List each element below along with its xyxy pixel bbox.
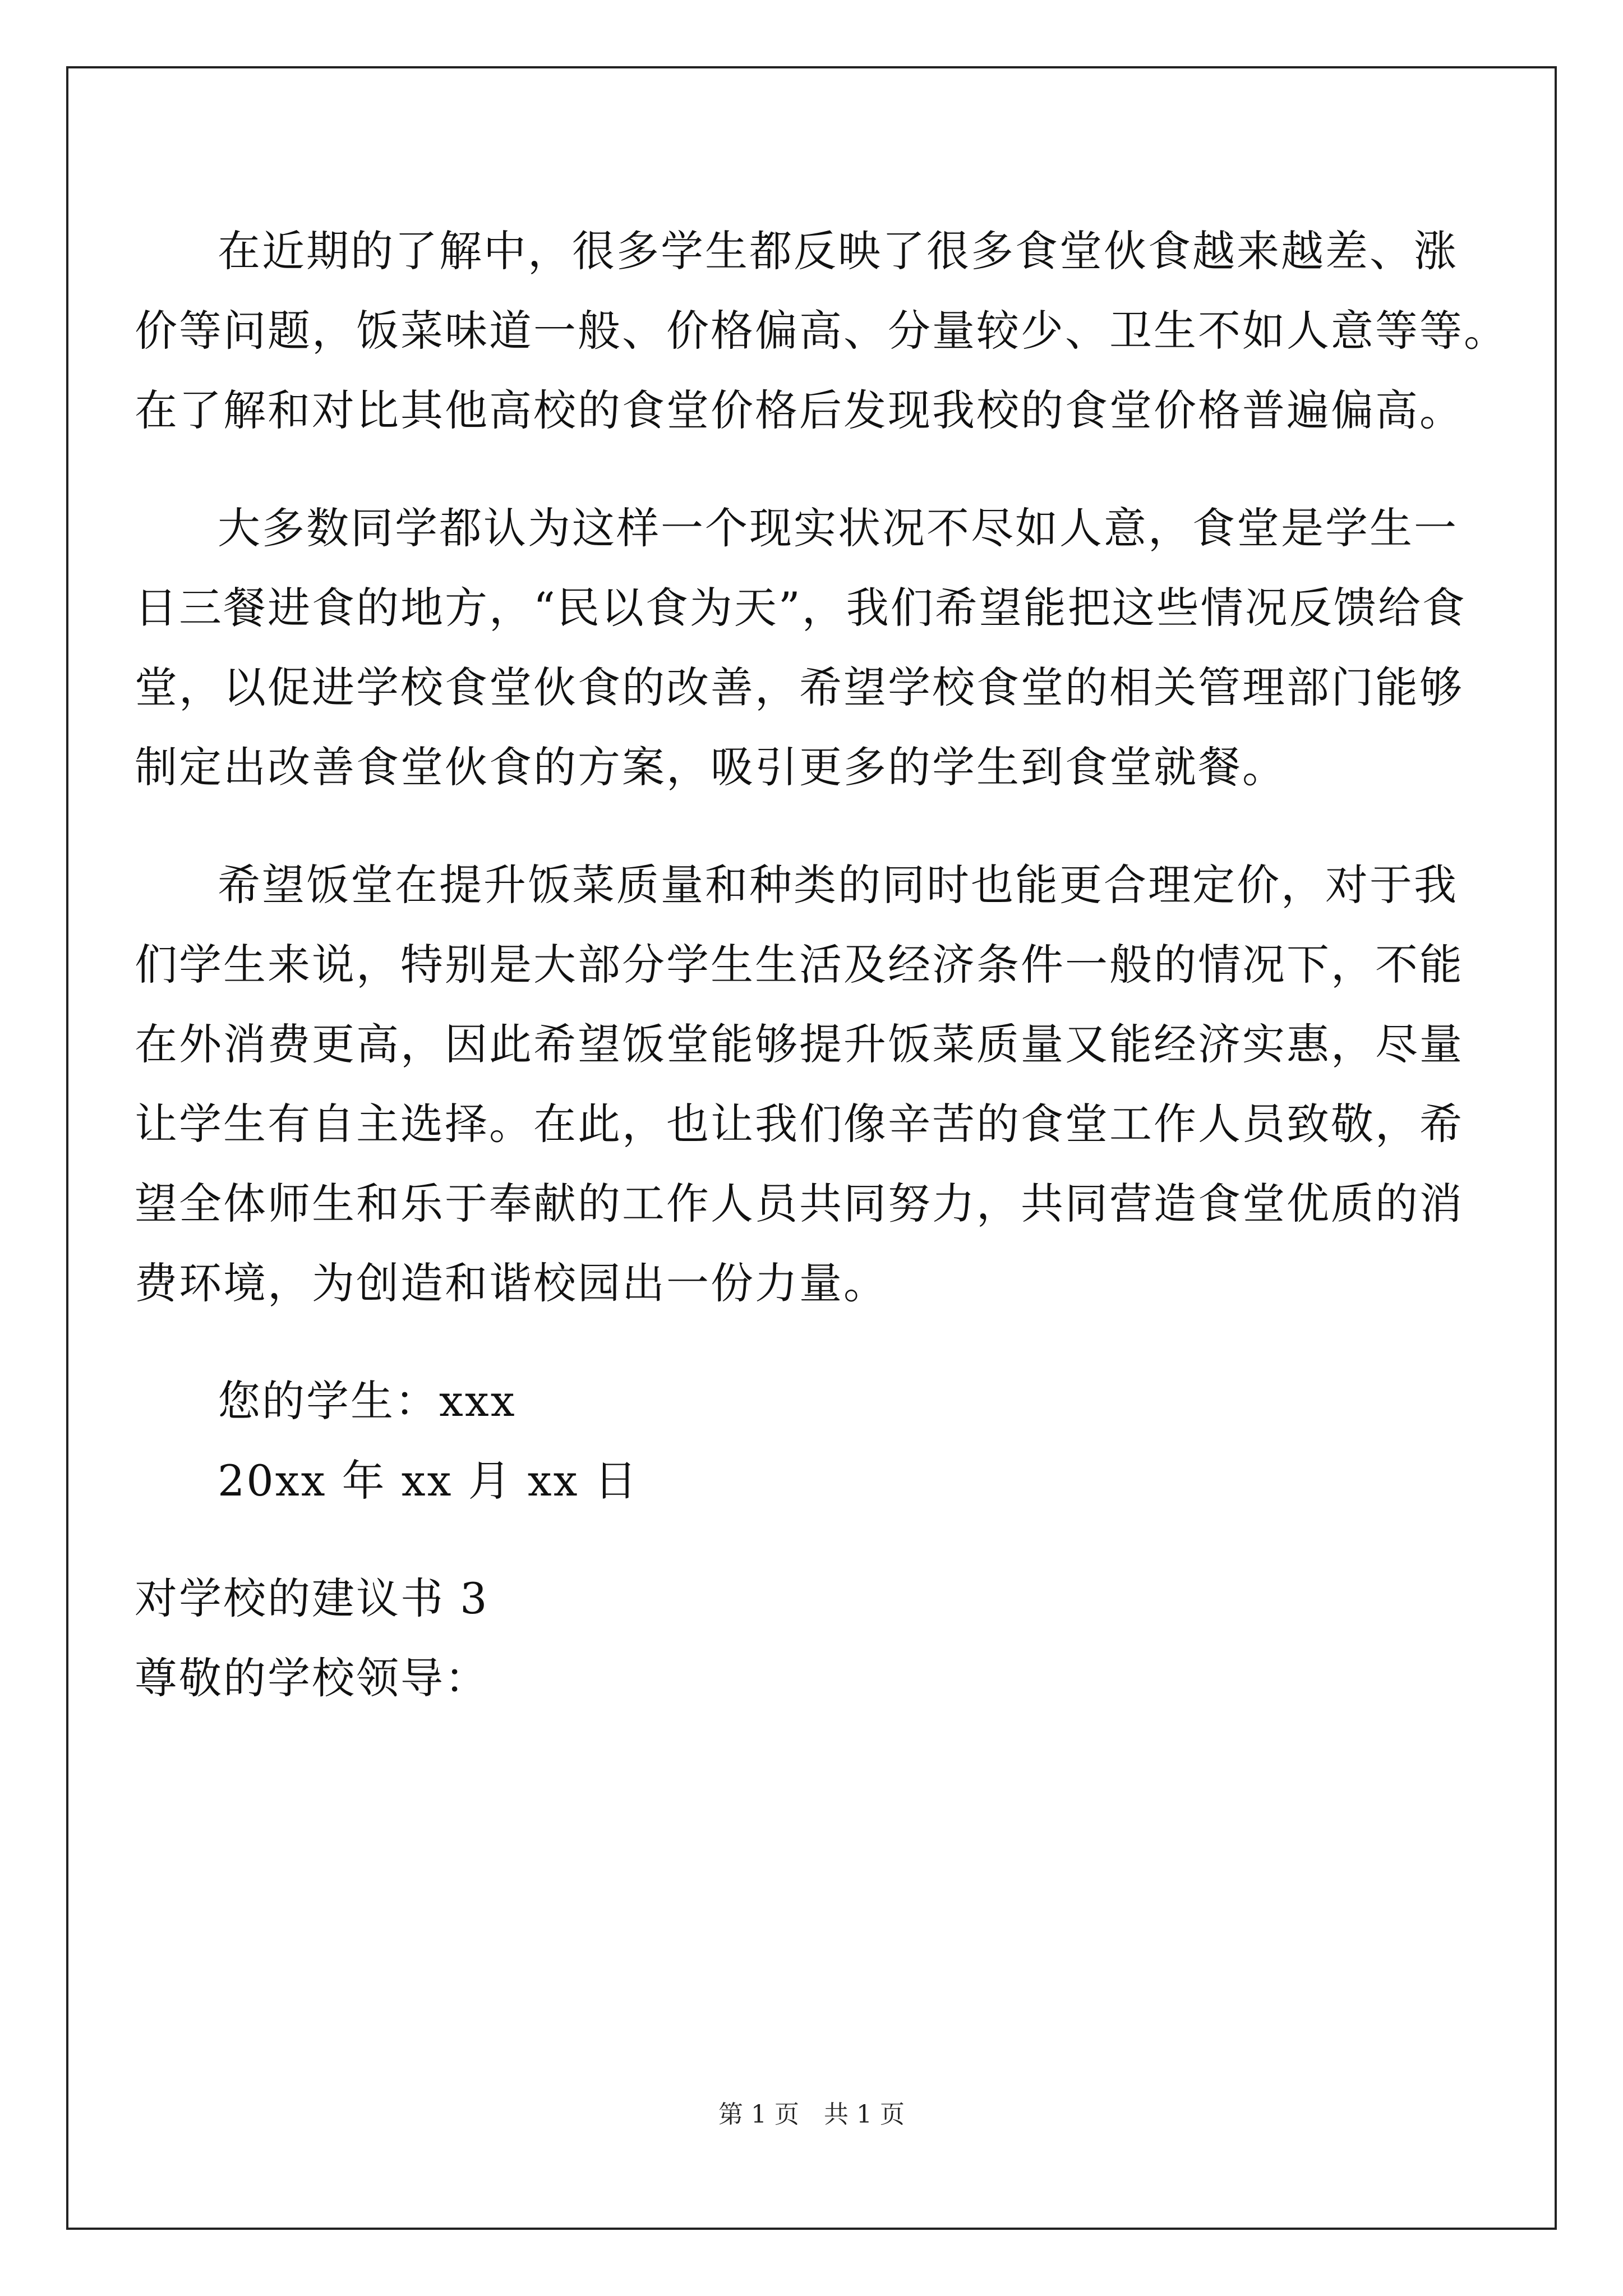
date-line: 20xx 年 xx 月 xx 日 <box>218 1456 639 1506</box>
paragraph-line: 在近期的了解中，很多学生都反映了很多食堂伙食越来越差、涨 <box>218 226 1458 276</box>
paragraph-line: 在外消费更高，因此希望饭堂能够提升饭菜质量又能经济实惠，尽量 <box>135 1019 1464 1069</box>
paragraph-line: 日三餐进食的地方，“民以食为天”，我们希望能把这些情况反馈给食 <box>135 583 1467 633</box>
paragraph-line: 价等问题，饭菜味道一般、价格偏高、分量较少、卫生不如人意等等。 <box>135 306 1508 356</box>
section-title: 对学校的建议书 3 <box>135 1573 489 1623</box>
signature-line: 您的学生：xxx <box>218 1376 517 1426</box>
paragraph-line: 让学生有自主选择。在此，也让我们像辛苦的食堂工作人员致敬，希 <box>135 1099 1464 1149</box>
paragraph-line: 堂，以促进学校食堂伙食的改善，希望学校食堂的相关管理部门能够 <box>135 662 1464 712</box>
paragraph-line: 费环境，为创造和谐校园出一份力量。 <box>135 1258 888 1308</box>
paragraph-line: 望全体师生和乐于奉献的工作人员共同努力，共同营造食堂优质的消 <box>135 1179 1464 1228</box>
page-footer: 第 1 页 共 1 页 <box>718 2100 905 2129</box>
salutation: 尊敬的学校领导： <box>135 1653 489 1703</box>
paragraph-line: 希望饭堂在提升饭菜质量和种类的同时也能更合理定价，对于我 <box>218 860 1458 910</box>
paragraph-line: 制定出改善食堂伙食的方案，吸引更多的学生到食堂就餐。 <box>135 742 1287 792</box>
paragraph-line: 在了解和对比其他高校的食堂价格后发现我校的食堂价格普遍偏高。 <box>135 385 1464 435</box>
paragraph-line: 大多数同学都认为这样一个现实状况不尽如人意，食堂是学生一 <box>218 503 1458 553</box>
paragraph-line: 们学生来说，特别是大部分学生生活及经济条件一般的情况下，不能 <box>135 940 1464 990</box>
